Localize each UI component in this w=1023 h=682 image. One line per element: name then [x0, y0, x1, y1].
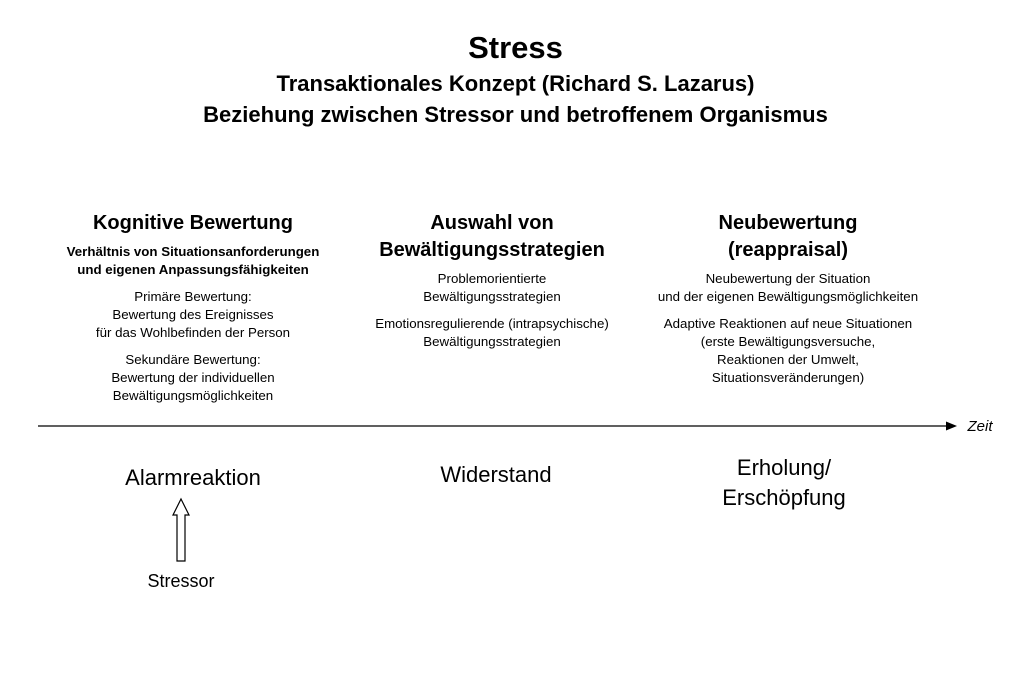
column-text-line: Bewertung des Ereignisses [112, 307, 274, 322]
stressor-label: Stressor [147, 571, 215, 591]
column-text-line: Emotionsregulierende (intrapsychische) [375, 316, 609, 331]
column-text-line: (erste Bewältigungsversuche, [700, 334, 876, 349]
column-text-line: Bewältigungsstrategien [423, 334, 561, 349]
timeline-axis-label: Zeit [967, 418, 993, 435]
phase-recovery-line1: Erholung/ [736, 455, 832, 480]
column-bold-line: und eigenen Anpassungsfähigkeiten [77, 262, 309, 277]
column-text-line: und der eigenen Bewältigungsmöglichkeiten [657, 289, 919, 304]
column-text-line: Bewältigungsstrategien [423, 289, 561, 304]
column-heading: Kognitive Bewertung [92, 212, 293, 234]
page-subtitle-2: Beziehung zwischen Stressor und betroffenem Organismus [203, 102, 828, 127]
column-text-line: Situationsveränderungen) [711, 370, 865, 385]
column-text-line: Bewältigungsmöglichkeiten [112, 388, 274, 403]
column-heading: (reappraisal) [727, 239, 849, 261]
column-text-line: Neubewertung der Situation [705, 271, 871, 286]
phase-alarm: Alarmreaktion [125, 465, 261, 490]
column-text-line: Adaptive Reaktionen auf neue Situationen [663, 316, 913, 331]
stressor-arrow-icon [173, 499, 189, 561]
column-heading: Auswahl von [430, 212, 554, 234]
column-text-line: für das Wohlbefinden der Person [95, 325, 291, 340]
column-heading: Neubewertung [718, 212, 858, 234]
column-text-line: Reaktionen der Umwelt, [717, 352, 859, 367]
column-text-line: Problemorientierte [437, 271, 547, 286]
page-title: Stress [468, 30, 563, 65]
column-text-line: Primäre Bewertung: [134, 289, 252, 304]
column-text-line: Sekundäre Bewertung: [125, 352, 261, 367]
phase-resistance: Widerstand [440, 462, 552, 487]
column-heading: Bewältigungsstrategien [379, 239, 605, 261]
phase-recovery-line2: Erschöpfung [722, 485, 846, 510]
column-text-line: Bewertung der individuellen [111, 370, 275, 385]
page-subtitle-1: Transaktionales Konzept (Richard S. Lazarus) [276, 71, 755, 96]
column-bold-line: Verhältnis von Situationsanforderungen [66, 244, 320, 259]
